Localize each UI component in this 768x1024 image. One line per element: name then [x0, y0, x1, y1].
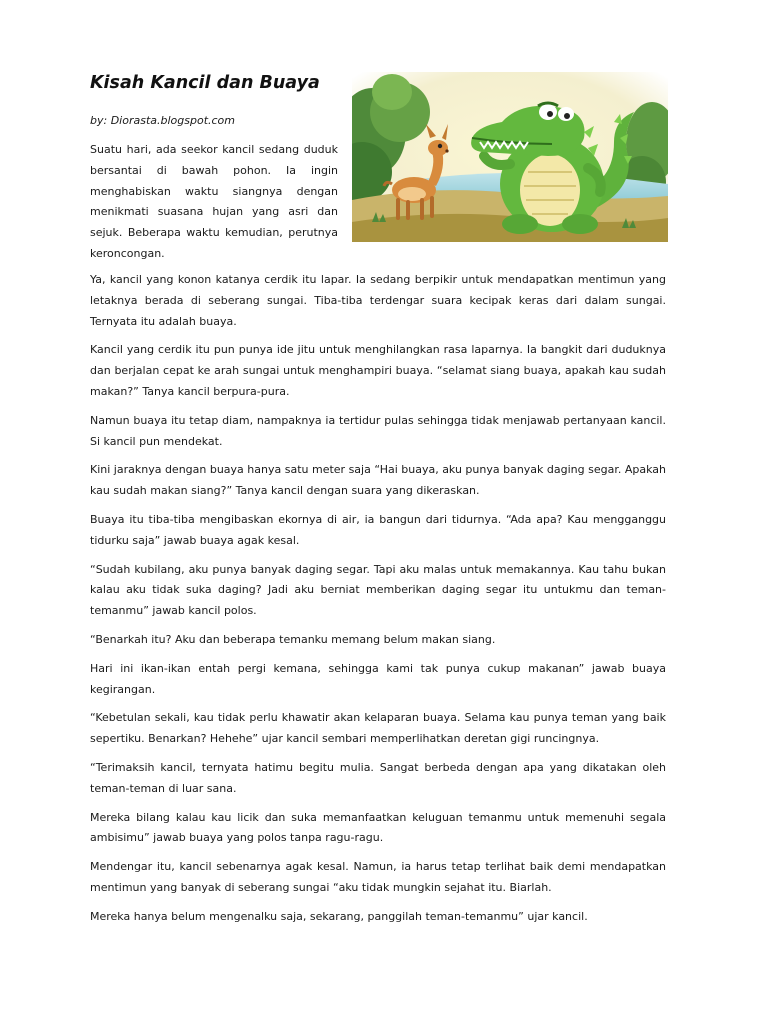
story-paragraph: Hari ini ikan-ikan entah pergi kemana, sehingga kami tak punya cukup makanan” jawab buaya kegirangan.: [90, 661, 666, 696]
story-paragraph: Mereka bilang kalau kau licik dan suka memanfaatkan keluguan temanmu untuk memenuhi segala ambisimu” jawab buaya yang polos tanpa ragu-ragu.: [90, 810, 666, 845]
story-paragraph: Namun buaya itu tetap diam, nampaknya ia tertidur pulas sehingga tidak menjawab pertanyaan kancil. Si kancil pun mendekat.: [90, 413, 666, 448]
story-paragraph: Mendengar itu, kancil sebenarnya agak kesal. Namun, ia harus tetap terlihat baik demi mendapatkan mentimun yang banyak di seberang sungai “aku tidak mungkin sejahat itu. Biarlah.: [90, 860, 666, 894]
story-paragraph: “Kebetulan sekali, kau tidak perlu khawatir akan kelaparan buaya. Selama kau punya teman yang baik sepertiku. Benarkan? Hehehe” ujar kancil sembari memperlihatkan deretan gigi runcingnya.: [90, 711, 666, 746]
story-paragraph: “Terimaksih kancil, ternyata hatimu begitu mulia. Sangat berbeda dengan apa yang dikatakan oleh teman-teman di luar sana.: [90, 760, 666, 795]
byline: by: Diorasta.blogspot.com: [90, 114, 235, 127]
story-title: Kisah Kancil dan Buaya: [90, 73, 320, 93]
story-paragraph: “Sudah kubilang, aku punya banyak daging segar. Tapi aku malas untuk memakannya. Kau tahu bukan kalau aku tidak suka daging? Jadi aku berniat memberikan daging segar itu untukmu dan teman-temanmu” jawab kancil polos.: [90, 562, 666, 618]
kancil-buaya-illustration: [352, 72, 668, 242]
intro-paragraph: Suatu hari, ada seekor kancil sedang duduk bersantai di bawah pohon. Ia ingin menghabiskan waktu siangnya dengan menikmati suasana hujan yang asri dan sejuk. Beberapa waktu kemudian, perutnya keroncongan.: [90, 143, 338, 260]
story-paragraph: Buaya itu tiba-tiba mengibaskan ekornya di air, ia bangun dari tidurnya. “Ada apa? Kau mengganggu tidurku saja” jawab buaya agak kesal.: [90, 512, 666, 547]
story-paragraph: Kini jaraknya dengan buaya hanya satu meter saja “Hai buaya, aku punya banyak daging segar. Apakah kau sudah makan siang?” Tanya kancil dengan suara yang dikeraskan.: [90, 463, 666, 498]
story-paragraph: Ya, kancil yang konon katanya cerdik itu lapar. Ia sedang berpikir untuk mendapatkan mentimun yang letaknya berada di seberang sungai. Tiba-tiba terdengar suara kecipak keras dari dalam sungai. Ternyata itu adalah buaya.: [90, 273, 666, 328]
story-paragraph: Kancil yang cerdik itu pun punya ide jitu untuk menghilangkan rasa laparnya. Ia bangkit dari duduknya dan berjalan cepat ke arah sungai untuk menghampiri buaya. “selamat siang buaya, apakah kau sudah makan?” Tanya kancil berpura-pura.: [90, 343, 666, 398]
story-paragraph: Mereka hanya belum mengenalku saja, sekarang, panggilah teman-temanmu” ujar kancil.: [90, 909, 588, 923]
story-paragraph: “Benarkah itu? Aku dan beberapa temanku memang belum makan siang.: [90, 632, 496, 646]
story-body: [90, 270, 666, 936]
